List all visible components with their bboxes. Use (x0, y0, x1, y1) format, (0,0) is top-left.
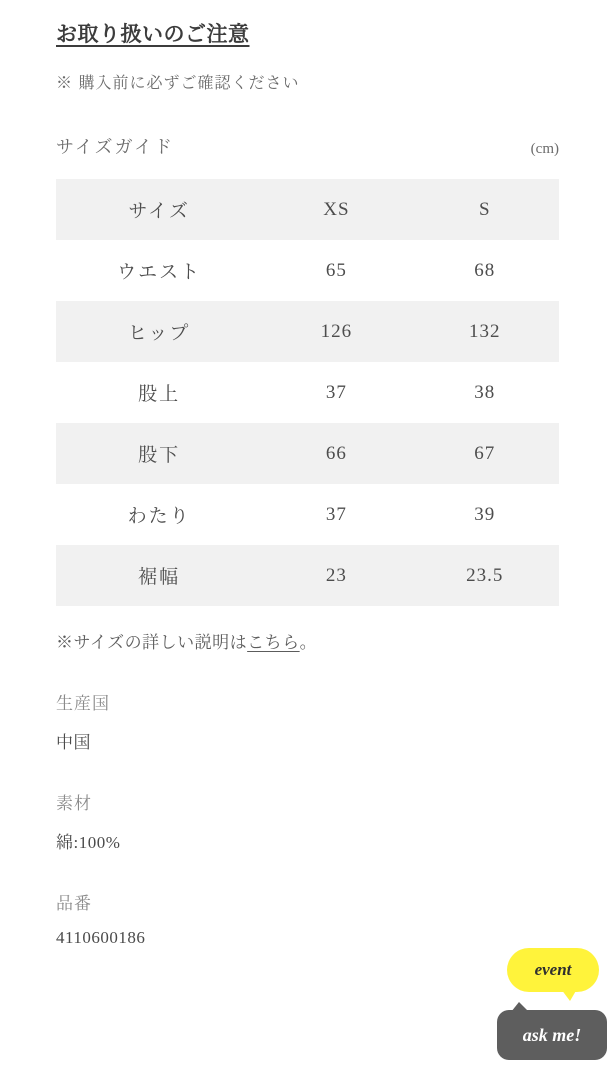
row-value-xs: 37 (325, 503, 347, 525)
size-guide-header (56, 93, 559, 159)
detail-label: 生産国 (56, 694, 110, 713)
size-description-link[interactable]: こちら (247, 633, 300, 652)
detail-country (56, 653, 559, 753)
detail-value: 中国 (56, 733, 91, 752)
row-value-xs: 37 (325, 381, 347, 403)
row-value-s: 132 (469, 320, 501, 342)
row-value-s: 67 (474, 442, 496, 464)
detail-label: 品番 (56, 894, 92, 913)
row-value-xs: 126 (320, 320, 353, 342)
size-description (56, 606, 559, 653)
detail-label: 素材 (56, 794, 92, 813)
row-label: 股上 (138, 384, 181, 405)
row-value-s: 23.5 (466, 564, 504, 586)
table-header-size: サイズ (128, 201, 190, 222)
care-notice-heading: お取り扱いのご注意 (56, 23, 250, 46)
table-row (56, 240, 559, 301)
size-guide-title: サイズガイド (56, 137, 175, 157)
table-row (56, 362, 559, 423)
table-header-xs: XS (323, 198, 350, 220)
row-label: ウエスト (117, 262, 202, 283)
table-row (56, 484, 559, 545)
row-value-s: 39 (474, 503, 496, 525)
table-row (56, 301, 559, 362)
detail-material (56, 753, 559, 853)
size-description-prefix: ※サイズの詳しい説明は (56, 633, 248, 652)
size-guide-unit: (cm) (530, 141, 559, 157)
size-description-suffix: 。 (299, 633, 318, 652)
detail-product-number (56, 853, 559, 948)
row-label: わたり (127, 506, 191, 527)
table-row (56, 423, 559, 484)
ask-me-floating-button[interactable]: ask me! (497, 1010, 607, 1060)
detail-value: 綿:100% (56, 833, 121, 852)
row-label: 裾幅 (138, 567, 181, 588)
care-notice-subtext: ※ 購入前に必ずご確認ください (56, 75, 300, 92)
row-label: ヒップ (127, 323, 191, 344)
row-value-s: 38 (474, 381, 496, 403)
size-table (56, 179, 559, 606)
row-label: 股下 (138, 445, 181, 466)
row-value-xs: 23 (325, 564, 347, 586)
table-row (56, 545, 559, 606)
row-value-xs: 65 (325, 259, 347, 281)
table-header-row (56, 179, 559, 240)
event-floating-button[interactable]: event (507, 948, 599, 992)
detail-value: 4110600186 (56, 928, 146, 947)
row-value-s: 68 (474, 259, 496, 281)
row-value-xs: 66 (325, 442, 347, 464)
table-header-s: S (479, 198, 491, 220)
